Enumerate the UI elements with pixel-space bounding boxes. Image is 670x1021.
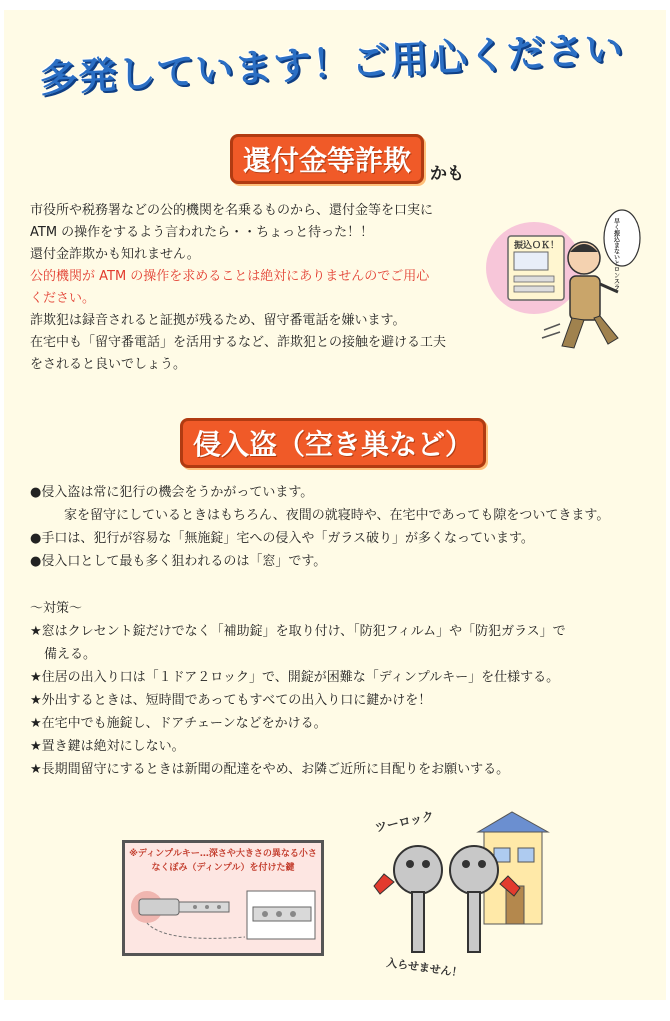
section1-line-7: 在宅中も「留守番電話」を活用するなど、詐欺犯との接触を避ける工夫 [30, 335, 447, 350]
section2-bullet-1-cont: 家を留守にしているときはもちろん、夜間の就寝時や、在宅中であっても隙をついてきます。 [64, 508, 610, 523]
dimple-key-caption: ※ディンプルキー…深さや大きさの異なる小さなくぼみ（ディンプル）を付けた鍵 [129, 849, 317, 873]
two-lock-illustration [366, 808, 550, 986]
section1-line-3: 還付金詐欺かも知れません。 [30, 247, 200, 262]
section1-warning-1: 公的機関が ATM の操作を求めることは絶対にありませんのでご用心 [30, 269, 430, 284]
section1-line-2: ATM の操作をするよう言われたら・・ちょっと待った！！ [30, 225, 374, 240]
atm-screen-text: 振込ＯＫ！ [514, 241, 560, 251]
measure-5: ★置き鍵は絶対にしない。 [30, 739, 185, 754]
section1-heading: 還付金等詐欺 [230, 134, 424, 184]
measure-4: ★在宅中でも施錠し、ドアチェーンなどをかける。 [30, 716, 327, 731]
measures-title: ～対策～ [30, 601, 83, 616]
section1-line-8: をされると良いでしょう。 [30, 357, 187, 372]
measure-1-cont: 備える。 [44, 647, 97, 662]
left-key-icon [374, 846, 442, 952]
section2-heading-group [180, 418, 486, 468]
section2-bullet-1: ●侵入盗は常に犯行の機会をうかがっています。 [30, 485, 314, 500]
section1-line-1: 市役所や税務署などの公的機関を名乗るものから、還付金等を口実に [30, 203, 434, 218]
main-title: 多発しています！ご用心ください [38, 26, 625, 101]
section2-bullet-3: ●侵入口として最も多く狙われるのは「窓」です。 [30, 554, 327, 569]
dimple-key-icon [125, 883, 321, 953]
dimple-key-illustration [122, 840, 324, 956]
section1-warning-2: ください。 [30, 291, 96, 306]
measure-3: ★外出するときは、短時間であってもすべての出入り口に鍵かけを！ [30, 693, 432, 708]
section2-bullet-2: ●手口は、犯行が容易な「無施錠」宅への侵入や「ガラス破り」が多くなっています。 [30, 531, 534, 546]
two-lock-text: ツーロック [373, 808, 436, 835]
section1-heading-group [230, 134, 464, 184]
section2-heading: 侵入盗（空き巣など） [180, 418, 486, 468]
two-lock-bottom-text: 入らせません！ [385, 956, 464, 980]
measure-2: ★住居の出入り口は「１ドア２ロック」で、開錠が困難な「ディンプルキー」を仕様する。 [30, 670, 560, 685]
speech-bubble-text: 早く振込まないとロンスラ [612, 218, 620, 290]
poster-page [4, 10, 666, 1000]
section1-suffix: かも [430, 164, 465, 184]
section1-line-6: 詐欺犯は録音されると証拠が残るため、留守番電話を嫌います。 [30, 313, 406, 328]
measure-1: ★窓はクレセント錠だけでなく「補助錠」を取り付け、「防犯フィルム」や「防犯ガラス」で [30, 624, 566, 639]
atm-scam-illustration [484, 206, 644, 366]
measure-6: ★長期間留守にするときは新聞の配達をやめ、お隣ご近所に目配りをお願いする。 [30, 762, 510, 777]
